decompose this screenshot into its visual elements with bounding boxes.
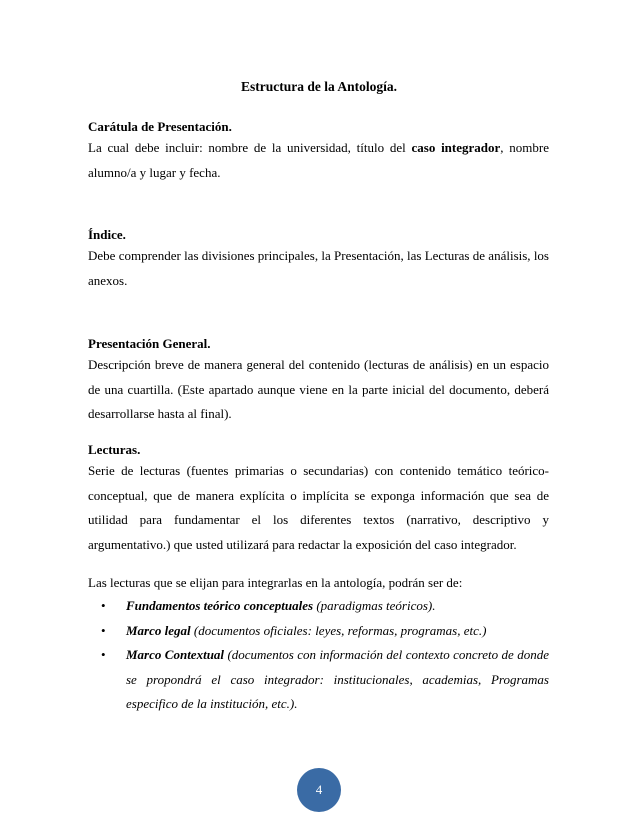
list-intro-block [88, 571, 549, 596]
list-item-term: Marco legal [126, 622, 191, 638]
list-item-desc: (documentos oficiales: leyes, reformas, programas, etc.) [190, 622, 487, 638]
body-text: La cual debe incluir: nombre de la universidad, título del [88, 140, 412, 155]
list-item [88, 619, 549, 644]
list-item-desc: (paradigmas teóricos). [313, 598, 436, 613]
page-number: 4 [315, 782, 323, 797]
page-number-badge [297, 768, 341, 812]
body-text: , nombre alumno/a y lugar y fecha. [88, 140, 550, 180]
section-body: Debe comprender las divisiones principales, la Presentación, las Lecturas de análisis, los anexos. [88, 248, 549, 288]
section-lecturas [88, 441, 549, 557]
list-intro: Las lecturas que se elijan para integrarlas en la antología, podrán ser de: [88, 575, 463, 590]
list-item-desc: (documentos con información del contexto concreto de donde se propondrá el caso integrador: institucionales, academias, Programas especifico de la institución, etc.). [126, 647, 549, 711]
section-heading: Lecturas. [88, 442, 141, 457]
list-item [88, 643, 549, 717]
list-item [88, 594, 549, 619]
section-heading: Índice. [88, 227, 126, 242]
bullet-icon: • [101, 598, 106, 613]
list-item-term: Fundamentos teórico conceptuales [126, 598, 314, 613]
section-body: Serie de lecturas (fuentes primarias o secundarias) con contenido temático teórico-conceptual, que de manera explícita o implícita se exponga información que sea de utilidad para fundamentar el los diferentes textos (narrativo, descriptivo y argumentativo.) que usted utilizará para redactar la exposición del caso integrador. [88, 463, 549, 552]
section-heading: Carátula de Presentación. [88, 119, 232, 134]
section-body [88, 136, 549, 185]
section-heading: Presentación General. [88, 336, 211, 351]
section-caratula [88, 118, 549, 185]
list-item-term: Marco Contextual [126, 647, 225, 662]
bullet-icon: • [101, 647, 106, 662]
section-body: Descripción breve de manera general del contenido (lecturas de análisis) en un espacio de una cuartilla. (Este apartado aunque viene en la parte inicial del documento, deberá desarrollarse hasta al final). [88, 357, 549, 421]
bold-term: caso integrador [411, 140, 501, 155]
readings-list [88, 594, 549, 717]
section-indice [88, 226, 549, 293]
section-presentacion [88, 335, 549, 427]
bullet-icon: • [101, 622, 106, 638]
page-title: Estructura de la Antología. [240, 79, 397, 94]
